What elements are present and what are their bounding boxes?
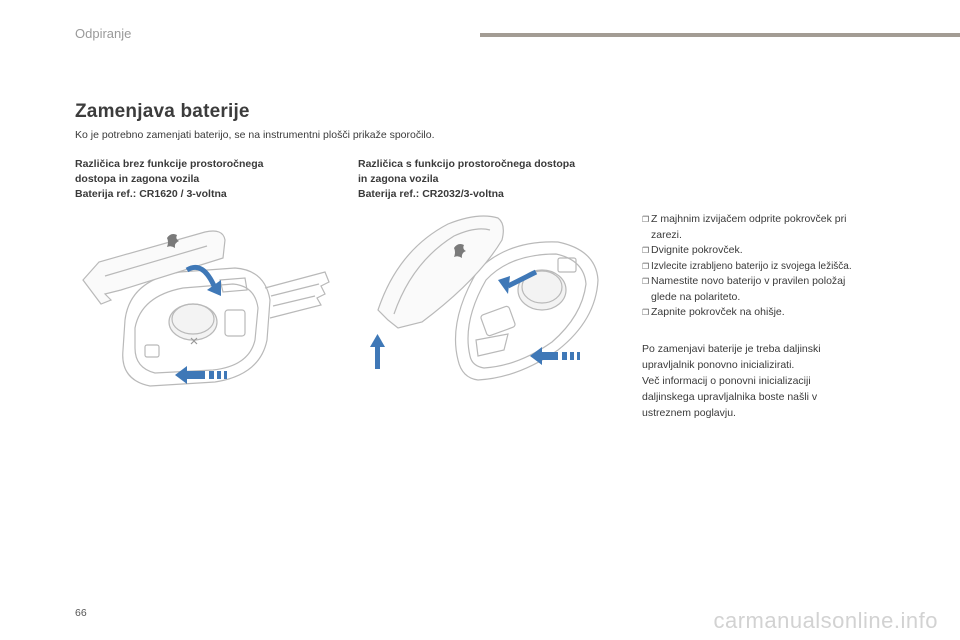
page-number: 66 <box>75 607 87 619</box>
heading-line: in zagona vozila <box>358 173 439 185</box>
battery-cover <box>378 216 503 328</box>
step-item <box>642 212 912 243</box>
heading-line: Različica s funkcijo prostoročnega dostopa <box>358 158 576 170</box>
step-text: Namestite novo baterijo v pravilen položaj <box>651 275 846 287</box>
step-text: Zapnite pokrovček na ohišje. <box>651 306 785 318</box>
variant-heading-standard <box>75 157 263 202</box>
note-line: Več informacij o ponovni inicializaciji <box>642 375 811 387</box>
checkbox-bullet-icon: ❐ <box>642 215 650 224</box>
step-item <box>642 274 912 305</box>
pry-arrow-icon <box>370 334 385 369</box>
intro-text: Ko je potrebno zamenjati baterijo, se na instrumentni plošči prikaže sporočilo. <box>75 129 435 141</box>
note-line: daljinskega upravljalnika boste našli v <box>642 391 818 403</box>
checkbox-bullet-icon: ❐ <box>642 246 650 255</box>
standard-key-illustration <box>75 210 340 400</box>
note-line: Po zamenjavi baterije je treba daljinski <box>642 343 821 355</box>
section-title: Odpiranje <box>75 26 132 41</box>
battery-cover <box>83 231 225 304</box>
note-line: upravljalnik ponovno inicializirati. <box>642 359 795 371</box>
checkbox-bullet-icon: ❐ <box>642 261 650 271</box>
variant-heading-keyless <box>358 157 575 202</box>
step-item <box>642 305 912 321</box>
step-text: glede na polariteto. <box>651 290 741 303</box>
step-item <box>642 259 912 275</box>
keyless-key-illustration <box>358 210 608 400</box>
checkbox-bullet-icon: ❐ <box>642 277 650 286</box>
heading-line: dostopa in zagona vozila <box>75 173 200 185</box>
step-text: Izvlecite izrabljeno baterijo iz svojega ležišča. <box>651 260 852 272</box>
page-title: Zamenjava baterije <box>75 101 250 122</box>
reinitialization-note <box>642 341 882 421</box>
heading-line: Baterija ref.: CR2032/3-voltna <box>358 188 504 200</box>
header-bar <box>480 33 960 37</box>
step-text: Z majhnim izvijačem odprite pokrovček pri <box>651 213 847 225</box>
step-text: Dvignite pokrovček. <box>651 244 743 256</box>
procedure-steps <box>642 212 912 321</box>
step-item <box>642 243 912 259</box>
step-text: zarezi. <box>651 228 682 241</box>
watermark: carmanualsonline.info <box>713 608 938 633</box>
heading-line: Baterija ref.: CR1620 / 3-voltna <box>75 188 227 200</box>
checkbox-bullet-icon: ❐ <box>642 308 650 317</box>
heading-line: Različica brez funkcije prostoročnega <box>75 158 264 170</box>
note-line: ustreznem poglavju. <box>642 407 736 419</box>
